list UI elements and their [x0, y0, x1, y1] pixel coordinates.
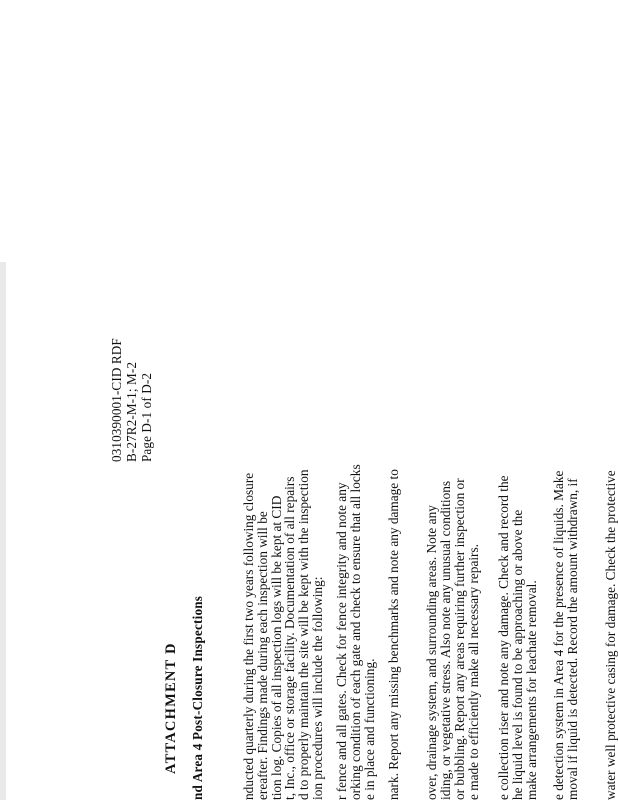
paragraph-1-line-4: t, Inc., office or storage facility. Documentation of all repairs — [282, 476, 297, 800]
paragraph-1-line-1: nducted quarterly during the first two years following closure — [241, 472, 256, 800]
paragraph-1-line-6: ion procedures will include the following: — [310, 576, 325, 800]
paragraph-3-line-1: nark. Report any missing benchmarks and note any damage to — [386, 469, 401, 800]
paragraph-1-line-3: tion log. Copies of all inspection logs will be kept at CID — [269, 495, 284, 800]
section-subtitle: nd Area 4 Post-Closure Inspections — [190, 595, 205, 800]
paragraph-1-line-2: ereafter. Findings made during each inspection will be — [255, 511, 270, 800]
paragraph-5-line-3: make arrangements for leachate removal. — [524, 580, 539, 800]
paragraph-5-line-1: e collection riser and note any damage. Check and record the — [496, 475, 511, 800]
paragraph-4-line-1: over, drainage system, and surrounding areas. Note any — [424, 505, 439, 800]
paragraph-4-line-4: e made to efficiently make all necessary repairs. — [466, 544, 481, 800]
paragraph-1-line-5: d to properly maintain the site will be kept with the inspection — [296, 469, 311, 800]
paragraph-6-line-2: moval if liquid is detected. Record the amount withdrawn, if — [565, 478, 580, 800]
paragraph-2-line-3: e in place and functioning. — [362, 658, 377, 800]
paragraph-2-line-2: orking condition of each gate and check to ensure that all locks — [348, 464, 363, 800]
paragraph-5-line-2: he liquid level is found to be approaching or above the — [510, 509, 525, 800]
paragraph-2-line-1: r fence and all gates. Check for fence integrity and note any — [334, 482, 349, 800]
paragraph-4-line-3: or bubbling. Report any areas requiring further inspection or — [452, 478, 467, 800]
page-number: Page D-1 of D-2 — [139, 372, 154, 462]
attachment-title: ATTACHMENT D — [163, 642, 179, 774]
paragraph-7-line-1: water well protective casing for damage. Check the protective — [603, 470, 618, 800]
document-id: 0310390001-CID RDF — [109, 338, 124, 462]
paragraph-6-line-1: e detection system in Area 4 for the presence of liquids. Make — [551, 470, 566, 800]
scan-edge-shadow — [0, 262, 6, 800]
paragraph-4-line-2: iding, or vegetative stress. Also note any unusual conditions — [438, 480, 453, 800]
permit-number: B-27R2-M-1; M-2 — [124, 361, 139, 462]
